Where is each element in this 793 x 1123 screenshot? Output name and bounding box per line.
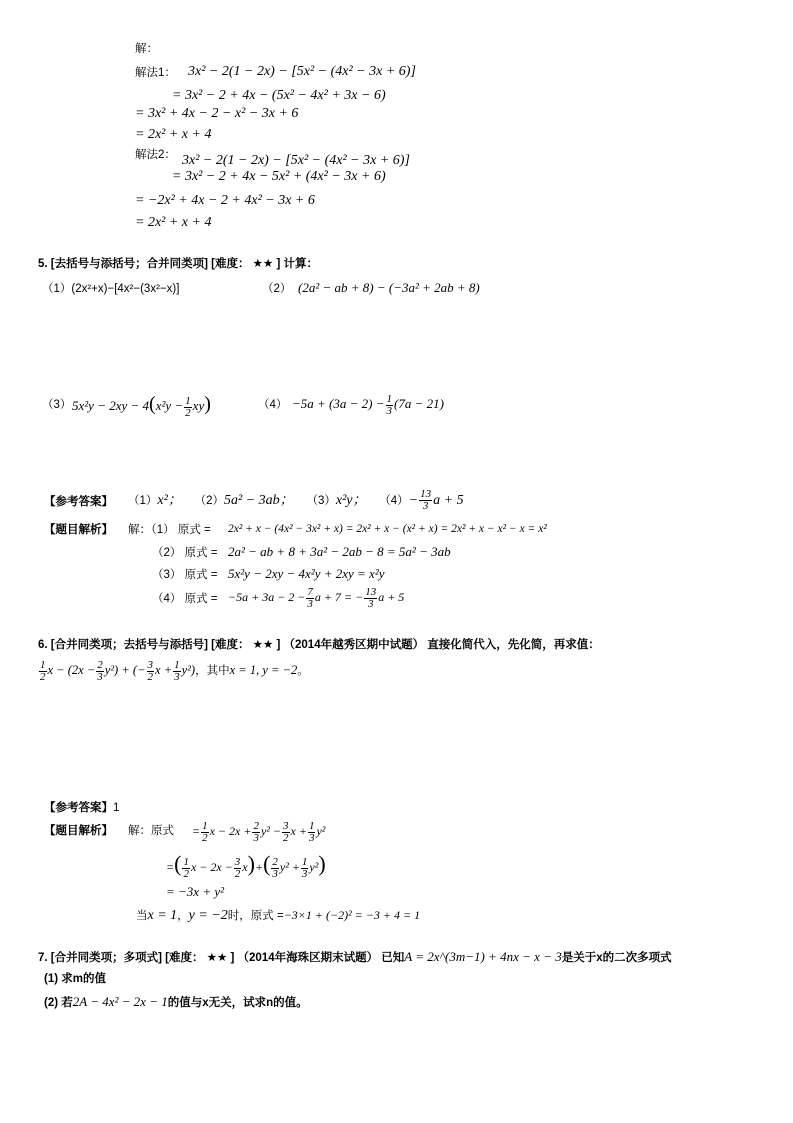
q6-analysis-line3: = −3x + y²	[166, 884, 225, 899]
q6-answer-label: 【参考答案】1	[44, 802, 120, 814]
q6-analysis-line1: = $\frac{1}{2}$ x − 2x + $\frac{2}{3}$ y² − $\frac{3}{2}$ x + $\frac{1}{3}$ y²	[192, 819, 326, 844]
q5-analysis-intro: 解：（1） 原式 =	[128, 524, 211, 536]
q5-analysis-4-label: （4） 原式 =	[152, 593, 218, 605]
q5-analysis-4: −5a + 3a − 2 − $\frac{7}{3}$ a + 7 = − $\frac{13}{3}$ a + 5	[228, 585, 405, 610]
q5-part2-label: （2）	[262, 283, 292, 295]
method2-label: 解法2：	[135, 149, 176, 161]
q5-analysis-3: 5x²y − 2xy − 4x²y + 2xy = x²y	[228, 566, 385, 581]
q5-part4-expr: −5a + (3a − 2) − $\frac{1}{3}$ (7a − 21)	[292, 392, 444, 417]
q6-analysis-intro: 解：原式	[128, 825, 174, 837]
q5-answer-line: （1）x²； （2）5a² − 3ab； （3）x²y； （4）− $\frac{13}{3}$ a + 5	[128, 488, 464, 513]
q6-analysis-line4: 当x = 1，y = −2时，原式 =−3×1 + (−2)² = −3 + 4 = 1	[136, 908, 421, 923]
q6-analysis-line2: =( $\frac{1}{2}$ x − 2x − $\frac{3}{2}$ x)+( $\frac{2}{3}$ y² + $\frac{1}{3}$ y²)	[166, 851, 326, 880]
method2-line4: = 2x² + x + 4	[135, 215, 212, 230]
q5-analysis-2-label: （2） 原式 =	[152, 547, 218, 559]
method2-line3: = −2x² + 4x − 2 + 4x² − 3x + 6	[135, 193, 315, 208]
q5-part3-expr: 5x²y − 2xy − 4(x²y − $\frac{1}{2}$ xy)	[72, 393, 211, 419]
solution-label: 解：	[135, 43, 158, 55]
q6-expression: $\frac{1}{2}$ x − (2x − $\frac{2}{3}$ y²) + (− $\frac{3}{2}$ x + $\frac{1}{3}$ y²)，其中x = 1, y = −2。	[40, 658, 309, 683]
method2-line2: = 3x² − 2 + 4x − 5x² + (4x² − 3x + 6)	[172, 169, 386, 184]
q5-part3-c: xy	[192, 398, 205, 413]
q5-part3-a: 5x²y − 2xy − 4	[72, 398, 150, 413]
q5-part3-label: （3）	[42, 399, 72, 411]
method1-line3: = 3x² + 4x − 2 − x² − 3x + 6	[135, 106, 299, 121]
q6-analysis-label: 【题目解析】	[44, 825, 113, 837]
q5-part3-frac: $\frac{1}{2}$	[185, 394, 191, 419]
q5-part4-label: （4）	[258, 399, 288, 411]
method2-line1: 3x² − 2(1 − 2x) − [5x² − (4x² − 3x + 6)]	[182, 153, 410, 168]
q5-header: 5. [去括号与添括号；合并同类项] [难度： ★★ ] 计算：	[38, 258, 319, 270]
method1-line2: = 3x² − 2 + 4x − (5x² − 4x² + 3x − 6)	[172, 88, 386, 103]
q5-analysis-3-label: （3） 原式 =	[152, 569, 218, 581]
q5-analysis-2: 2a² − ab + 8 + 3a² − 2ab − 8 = 5a² − 3ab	[228, 544, 451, 559]
q5-analysis-1: 2x² + x − (4x² − 3x² + x) = 2x² + x − (x² + x) = 2x² + x − x² − x = x²	[228, 523, 547, 535]
q5-part3-b: x²y −	[155, 398, 184, 413]
method1-line4: = 2x² + x + 4	[135, 127, 212, 142]
method1-line1: 3x² − 2(1 − 2x) − [5x² − (4x² − 3x + 6)]	[188, 64, 416, 79]
q6-header: 6. [合并同类项；去括号与添括号] [难度： ★★ ] （2014年越秀区期中试题） 直接化简代入，先化简，再求值：	[38, 639, 600, 651]
q5-part2-expr: (2a² − ab + 8) − (−3a² + 2ab + 8)	[298, 280, 480, 295]
q5-analysis-label: 【题目解析】	[44, 524, 113, 536]
q5-part1: （1）(2x²+x)−[4x²−(3x²−x)]	[42, 283, 180, 295]
q7-header-line: 7. [合并同类项；多项式] [难度： ★★ ] （2014年海珠区期末试题） 已知A = 2x^(3m−1) + 4nx − x − 3是关于x的二次多项式	[38, 949, 672, 964]
q5-answer-label: 【参考答案】	[44, 496, 113, 508]
q7-part1: (1) 求m的值	[44, 973, 106, 985]
q7-part2: (2) 若2A − 4x² − 2x − 1的值与x无关，试求n的值。	[44, 994, 308, 1009]
method1-label: 解法1：	[135, 67, 176, 79]
